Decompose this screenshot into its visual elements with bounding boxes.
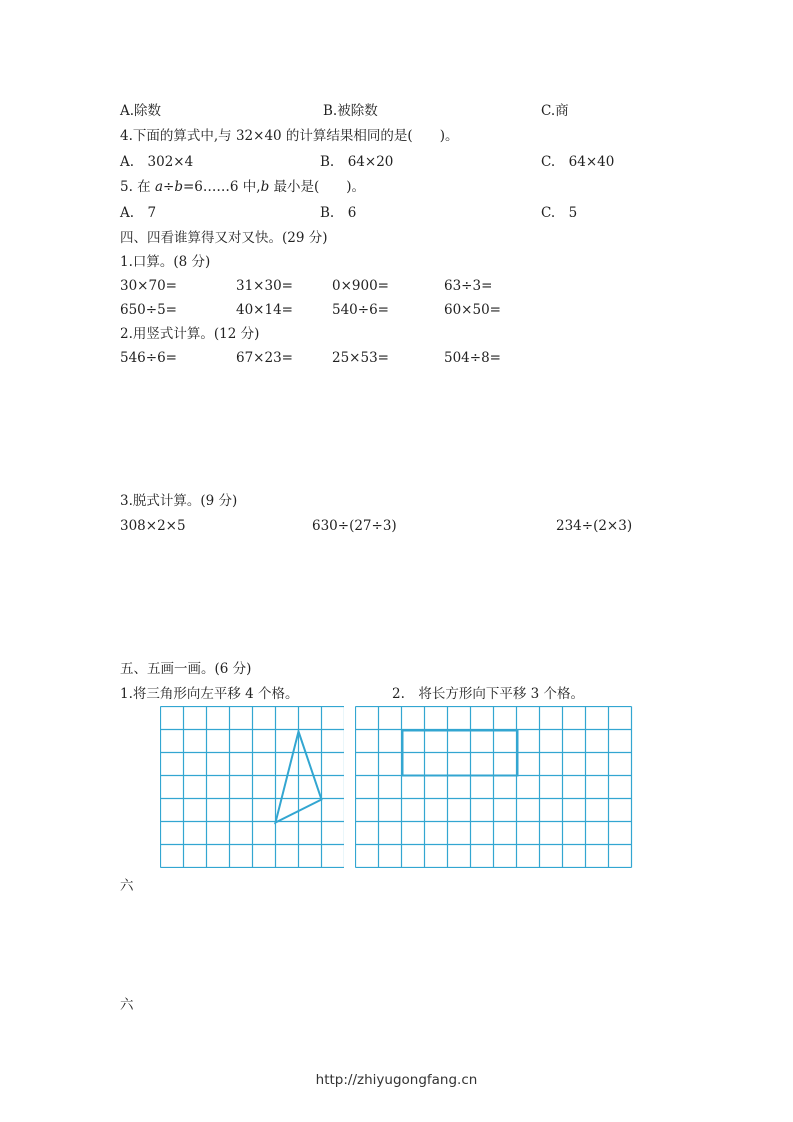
oral-title: 1.口算。(8 分): [120, 254, 211, 270]
oral-item: 0×900=: [332, 278, 389, 294]
oral-item: 60×50=: [444, 302, 501, 318]
task2-instruction: 2. 将长方形向下平移 3 个格。: [392, 686, 585, 702]
vertical-item: 25×53=: [332, 350, 389, 366]
q5-stem: 5. 在 a÷b=6……6 中,b 最小是( )。: [120, 179, 366, 195]
vertical-title: 2.用竖式计算。(12 分): [120, 326, 260, 342]
q4-option-b: B. 64×20: [320, 154, 394, 170]
task1-instruction: 1.将三角形向左平移 4 个格。: [120, 686, 299, 702]
q4-stem: 4.下面的算式中,与 32×40 的计算结果相同的是( )。: [120, 128, 459, 144]
q5-option-a: A. 7: [120, 205, 157, 221]
q4-option-a: A. 302×4: [120, 154, 194, 170]
q5-option-b: B. 6: [320, 205, 357, 221]
section6-marker: 六: [120, 878, 134, 894]
stepwise-item: 234÷(2×3): [556, 518, 633, 534]
q3-option-c: C.商: [541, 103, 569, 119]
triangle-grid: [160, 706, 344, 868]
oral-item: 650÷5=: [120, 302, 177, 318]
section4-title: 四、四看谁算得又对又快。(29 分): [120, 230, 328, 246]
section5-title: 五、五画一画。(6 分): [120, 661, 252, 677]
stepwise-item: 308×2×5: [120, 518, 186, 534]
footer-url: http://zhiyugongfang.cn: [315, 1072, 478, 1088]
section6-marker: 六: [120, 997, 134, 1013]
stepwise-title: 3.脱式计算。(9 分): [120, 493, 238, 509]
oral-item: 40×14=: [236, 302, 293, 318]
oral-item: 63÷3=: [444, 278, 493, 294]
q3-option-a: A.除数: [120, 103, 162, 119]
q4-option-c: C. 64×40: [541, 154, 615, 170]
oral-item: 30×70=: [120, 278, 177, 294]
q5-option-c: C. 5: [541, 205, 578, 221]
vertical-item: 504÷8=: [444, 350, 501, 366]
vertical-item: 546÷6=: [120, 350, 177, 366]
q3-option-b: B.被除数: [323, 103, 378, 119]
vertical-item: 67×23=: [236, 350, 293, 366]
oral-item: 31×30=: [236, 278, 293, 294]
rectangle-grid: [355, 706, 633, 868]
stepwise-item: 630÷(27÷3): [312, 518, 397, 534]
oral-item: 540÷6=: [332, 302, 389, 318]
